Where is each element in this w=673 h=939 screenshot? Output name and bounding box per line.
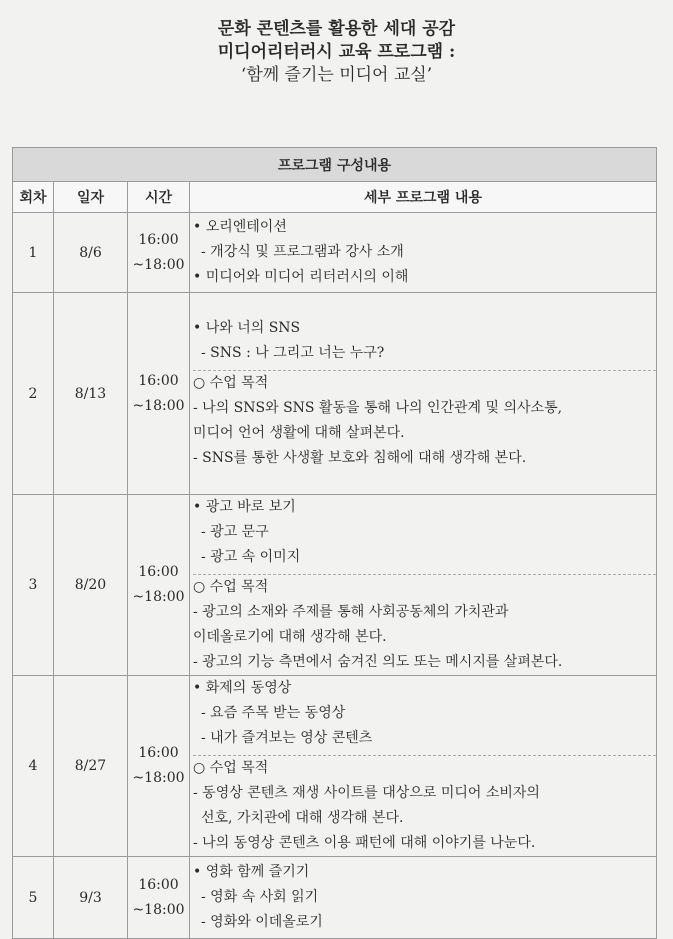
session-time (128, 213, 190, 293)
session-details (190, 293, 657, 495)
session-time (128, 676, 190, 857)
session-number: 3 (13, 495, 54, 676)
table-caption-row (13, 148, 657, 182)
header-time: 시간 (128, 182, 190, 213)
title-line-1: 문화 콘텐츠를 활용한 세대 공감 (217, 19, 456, 39)
table-row (13, 213, 657, 293)
session-details (190, 495, 657, 676)
session-details (190, 213, 657, 293)
session-date: 8/27 (54, 676, 128, 857)
table-row (13, 293, 657, 495)
time-start: 16:00 (138, 564, 179, 580)
table-row (13, 857, 657, 939)
topic-line: - 광고 속 이미지 (201, 549, 301, 565)
goal-line: - SNS를 통한 사생활 보호와 침해에 대해 생각해 본다. (193, 450, 527, 466)
goal-line: - 나의 SNS와 SNS 활동을 통해 나의 인간관계 및 의사소통, (193, 400, 563, 416)
goal-heading: ○ 수업 목적 (193, 370, 656, 396)
goal-line: 미디어 언어 생활에 대해 살펴본다. (193, 425, 405, 441)
session-date: 8/13 (54, 293, 128, 495)
session-details (190, 676, 657, 857)
header-session: 회차 (13, 182, 54, 213)
topic-line: - 내가 즐겨보는 영상 콘텐츠 (201, 730, 373, 746)
time-end: ~18:00 (132, 770, 185, 786)
session-number: 4 (13, 676, 54, 857)
session-number: 2 (13, 293, 54, 495)
topic-line: • 나와 너의 SNS (193, 320, 301, 336)
time-end: ~18:00 (132, 397, 185, 414)
table-row (13, 495, 657, 676)
title-line-3: ‘함께 즐기는 미디어 교실’ (240, 65, 433, 85)
time-start: 16:00 (138, 745, 179, 761)
session-number: 5 (13, 857, 54, 939)
time-end: ~18:00 (132, 589, 185, 605)
table-row (13, 676, 657, 857)
goal-line: - 나의 동영상 콘텐츠 이용 패턴에 대해 이야기를 나눈다. (193, 835, 536, 851)
time-end: ~18:00 (132, 256, 185, 273)
session-date: 8/6 (54, 213, 128, 293)
time-start: 16:00 (138, 231, 179, 248)
table-header-row (13, 182, 657, 213)
session-time (128, 857, 190, 939)
session-date: 8/20 (54, 495, 128, 676)
topic-line: - 요즘 주목 받는 동영상 (201, 705, 346, 721)
time-end: ~18:00 (132, 901, 185, 918)
goal-line: - 동영상 콘텐츠 재생 사이트를 대상으로 미디어 소비자의 (193, 785, 540, 801)
goal-line: - 광고의 기능 측면에서 숨겨진 의도 또는 메시지를 살펴본다. (193, 654, 563, 670)
topic-line: • 화제의 동영상 (193, 680, 292, 696)
topic-line: • 광고 바로 보기 (193, 499, 296, 515)
header-details: 세부 프로그램 내용 (190, 182, 657, 213)
document-title (0, 18, 673, 87)
topic-line: - 영화 속 사회 읽기 (201, 889, 319, 905)
header-date: 일자 (54, 182, 128, 213)
topic-line: • 오리엔테이션 (193, 219, 287, 235)
session-details (190, 857, 657, 939)
goal-line: 이데올로기에 대해 생각해 본다. (193, 629, 387, 645)
topic-line: • 영화 함께 즐기기 (193, 864, 310, 880)
time-start: 16:00 (138, 372, 179, 389)
goal-heading: ○ 수업 목적 (193, 755, 656, 781)
time-start: 16:00 (138, 876, 179, 893)
session-time (128, 293, 190, 495)
topic-line: • 미디어와 미디어 리터러시의 이해 (193, 269, 409, 285)
topic-line: - SNS : 나 그리고 너는 누구? (201, 345, 385, 361)
session-time (128, 495, 190, 676)
topic-line: - 광고 문구 (201, 524, 269, 540)
title-line-2: 미디어리터러시 교육 프로그램 : (217, 42, 456, 62)
session-number: 1 (13, 213, 54, 293)
goal-line: - 광고의 소재와 주제를 통해 사회공동체의 가치관과 (193, 604, 509, 620)
program-table (12, 147, 657, 939)
topic-line: - 개강식 및 프로그램과 강사 소개 (201, 244, 404, 260)
table-caption: 프로그램 구성내용 (13, 148, 657, 182)
topic-line: - 영화와 이데올로기 (201, 914, 323, 930)
session-date: 9/3 (54, 857, 128, 939)
goal-heading: ○ 수업 목적 (193, 574, 656, 600)
goal-line: 선호, 가치관에 대해 생각해 본다. (201, 810, 404, 826)
